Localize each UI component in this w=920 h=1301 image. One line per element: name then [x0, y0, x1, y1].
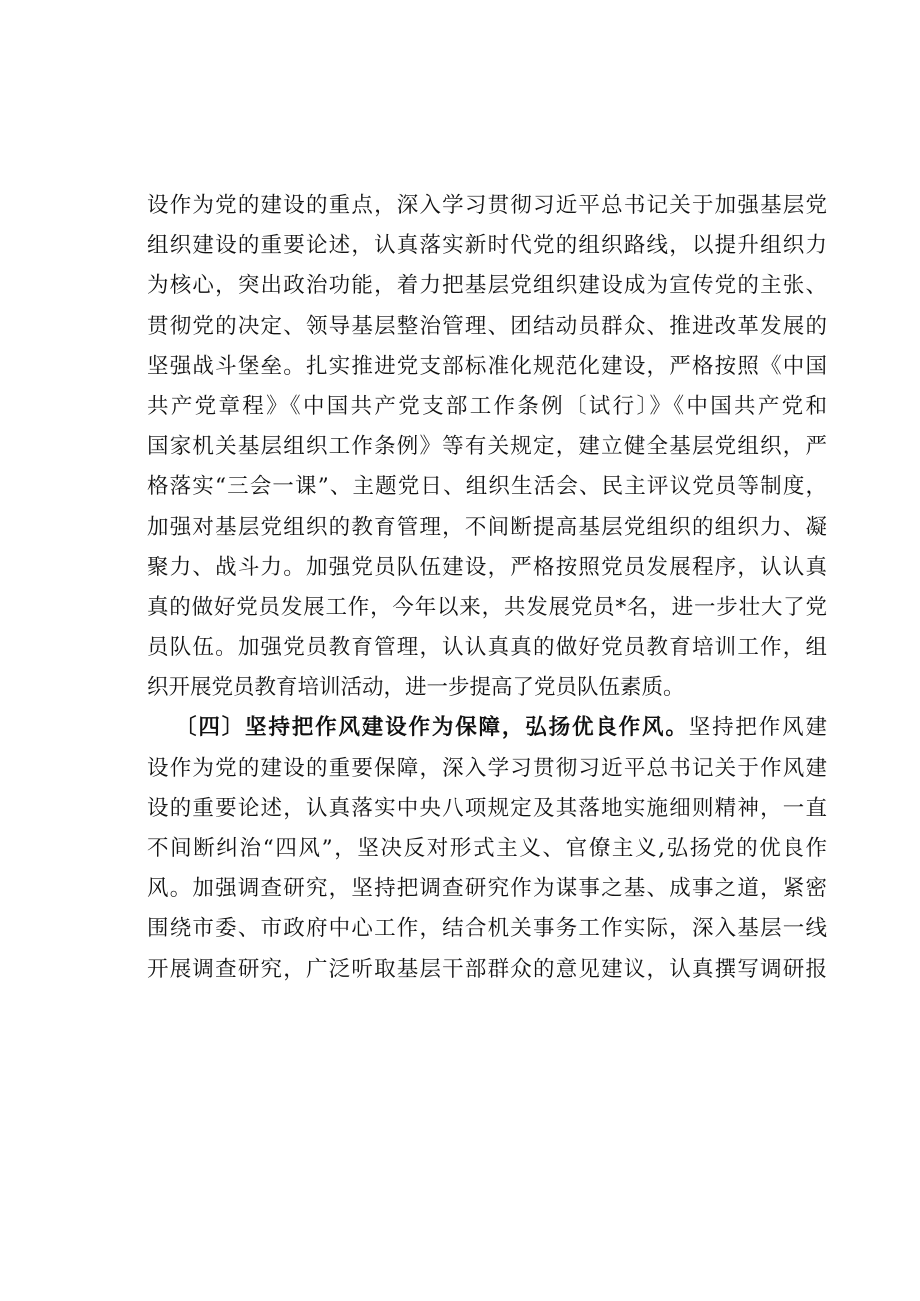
section-heading-line: [147, 708, 827, 748]
section-heading: 〔四〕坚持把作风建设作为保障，弘扬优良作风。: [175, 715, 689, 741]
text-line: 风。加强调查研究，坚持把调查研究作为谋事之基、成事之道，紧密: [147, 876, 827, 902]
text-line: 加强对基层党组织的教育管理，不间断提高基层党组织的组织力、凝: [147, 514, 827, 540]
text-line: 织开展党员教育培训活动，进一步提高了党员队伍素质。: [147, 675, 685, 701]
paragraph-organization-building: [147, 186, 827, 708]
heading-line-text: 坚持把作风建: [688, 715, 827, 741]
text-line: 围绕市委、市政府中心工作，结合机关事务工作实际，深入基层一线: [147, 916, 827, 942]
text-line: 设的重要论述，认真落实中央八项规定及其落地实施细则精神，一直: [147, 795, 827, 821]
text-line: 设作为党的建设的重点，深入学习贯彻习近平总书记关于加强基层党: [147, 193, 827, 218]
text-line: 开展调查研究，广泛听取基层干部群众的意见建议，认真撰写调研报: [147, 956, 827, 982]
text-line: 不间断纠治“四风”，坚决反对形式主义、官僚主义,弘扬党的优良作: [147, 836, 827, 861]
text-line: 共产党章程》《中国共产党支部工作条例〔试行〕》《中国共产党和: [147, 393, 827, 419]
document-body: [147, 186, 827, 990]
text-line: 员队伍。加强党员教育管理，认认真真的做好党员教育培训工作，组: [147, 635, 827, 661]
text-line: 为核心，突出政治功能，着力把基层党组织建设成为宣传党的主张、: [147, 273, 827, 299]
text-line: 坚强战斗堡垒。扎实推进党支部标准化规范化建设，严格按照《中国: [147, 353, 827, 379]
text-line: 格落实“三会一课”、主题党日、组织生活会、民主评议党员等制度，: [147, 474, 827, 500]
text-line: 设作为党的建设的重要保障，深入学习贯彻习近平总书记关于作风建: [147, 755, 827, 781]
text-line: 真的做好党员发展工作，今年以来，共发展党员*名，进一步壮大了党: [147, 594, 827, 620]
text-line: 聚力、战斗力。加强党员队伍建设，严格按照党员发展程序，认认真: [147, 554, 827, 580]
text-line: 国家机关基层组织工作条例》等有关规定，建立健全基层党组织，严: [147, 434, 827, 460]
text-line: 组织建设的重要论述，认真落实新时代党的组织路线，以提升组织力: [147, 233, 827, 259]
text-line: 贯彻党的决定、领导基层整治管理、团结动员群众、推进改革发展的: [147, 313, 827, 339]
paragraph-work-style: [147, 708, 827, 989]
